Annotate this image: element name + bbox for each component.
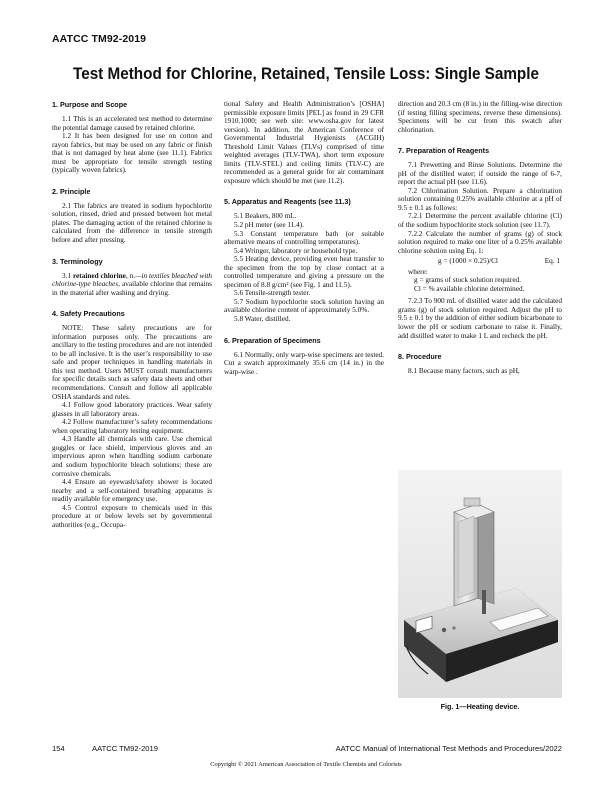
- paragraph-7-1: 7.1 Prewetting and Rinse Solutions. Determine the pH of the distilled water; if outside the range of 6-7, report the actual pH (see 11.6).: [398, 161, 562, 187]
- paragraph-8-1: 8.1 Because many factors, such as pH,: [408, 367, 520, 376]
- column-right: [398, 100, 562, 376]
- section-heading-reagents: 7. Preparation of Reagents: [398, 146, 490, 156]
- term-number: 3.1: [62, 271, 73, 280]
- section-heading-safety: 4. Safety Precautions: [52, 309, 125, 319]
- paragraph-5-6: 5.6 Tensile-strength tester.: [234, 289, 311, 298]
- paragraph-5-4: 5.4 Wringer, laboratory or household type.: [234, 246, 358, 255]
- footer-manual-title: AATCC Manual of International Test Methods and Procedures/2022: [335, 744, 562, 753]
- control-knob-icon: [442, 628, 446, 632]
- paragraph-3-1: [52, 272, 212, 298]
- indicator-lamp-icon: [452, 626, 455, 629]
- paragraph-5-5: 5.5 Heating device, providing even heat transfer to the specimen from the top by close contact at a controlled temperature and giving a pressure on the specimen of 8.8 g/cm² (see Fig. 1 and 11.5).: [224, 255, 384, 289]
- paragraph-1-1: 1.1 This is an accelerated test method to determine the potential damage caused by retained chlorine.: [52, 115, 212, 132]
- definition-g: g = grams of stock solution required.: [414, 276, 521, 285]
- paragraph-5-8: 5.8 Water, distilled.: [234, 315, 291, 324]
- section-heading-terminology: 3. Terminology: [52, 256, 103, 266]
- paragraph-4-3: 4.3 Handle all chemicals with care. Use chemical goggles or face shield, impervious gloves and an impervious apron when handling sodium carbonate and sodium hypochlorite bleach solutions; these are corrosive chemicals.: [52, 435, 212, 478]
- column-window: [458, 516, 474, 598]
- section-heading-purpose: 1. Purpose and Scope: [52, 100, 128, 109]
- standard-tag: AATCC TM92-2019: [52, 33, 147, 45]
- paragraph-5-2: 5.2 pH meter (see 11.4).: [234, 221, 304, 230]
- pressure-rod: [482, 590, 486, 614]
- definition-cl: Cl = % available chlorine determined.: [414, 284, 525, 293]
- section-heading-principle: 2. Principle: [52, 186, 91, 196]
- heating-device-figure: [398, 470, 562, 698]
- paragraph-6-1-continued: direction and 20.3 cm (8 in.) in the filling-wise direction (if testing filling specimens, reverse these dimensions). Specimens will be cut from this swatch after chlorination.: [398, 100, 562, 134]
- page-title: Test Method for Chlorine, Retained, Tensile Loss: Single Sample: [73, 64, 539, 83]
- section-heading-specimens: 6. Preparation of Specimens: [224, 335, 321, 345]
- paragraph-2-1: 2.1 The fabrics are treated in sodium hypochlorite solution, rinsed, dried and pressed between hot metal plates. The damaging action of the retained chlorine is calculated from the difference in tensile strength before and after pressing.: [52, 201, 212, 245]
- figure-caption: Fig. 1—Heating device.: [440, 702, 520, 711]
- term-name: retained chlorine: [72, 271, 126, 280]
- paragraph-7-2: 7.2 Chlorination Solution. Prepare a chlorination solution containing 0.25% available chlorine at a pH of 9.5 ± 0.1 as follows:: [398, 186, 562, 212]
- section-heading-apparatus: 5. Apparatus and Reagents (see 11.3): [224, 197, 351, 207]
- top-lid: [464, 498, 480, 506]
- safety-note: NOTE: These safety precautions are for information purposes only. The precautions are ancillary to the testing procedures and are not intended to be all inclusive. It is the user’s responsibility to use safe and proper techniques in handling materials in this test method. Users MUST consult manufacturers for specific details such as safety data sheets and other recommendations. Consult and follow all applicable OSHA standards and rules.: [52, 324, 212, 401]
- paragraph-4-5-continued: tional Safety and Health Administration’s [OSHA] permissible exposure limits [PEL] as found in 29 CFR 1910.1000; see web site: www.osha.gov for latest version). In addition, the American Conference of Governmental Industrial Hygienists (ACGIH) Threshold Limit Values (TLVs) comprised of time weighted averages (TLV-TWA), short term exposure limits (TLV-STEL) and ceiling limits (TLV-C) are recommended as a general guide for air contaminant exposure which should be met (see 11.2).: [224, 100, 384, 185]
- column-middle: [224, 100, 384, 376]
- paragraph-6-1: 6.1 Normally, only warp-wise specimens are tested. Cut a swatch approximately 35.6 cm (14 in.) in the warp-wise .: [224, 350, 384, 376]
- copyright-notice: Copyright © 2021 American Association of Textile Chemists and Colorists: [210, 761, 402, 768]
- term-definition: , available chlorine that remains in the material after washing and drying.: [52, 280, 212, 297]
- paragraph-5-7: 5.7 Sodium hypochlorite stock solution having an available chlorine content of approximately 5.0%.: [224, 297, 384, 315]
- footer-method-code: AATCC TM92-2019: [92, 744, 158, 753]
- column-left: [52, 100, 212, 529]
- paragraph-7-2-2: 7.2.2 Calculate the number of grams (g) of stock solution required to make one liter of a 0.25% available chlorine solution using Eq. 1:: [398, 229, 562, 255]
- paragraph-4-4: 4.4 Ensure an eyewash/safety shower is located nearby and a self-contained breathing apparatus is readily available for emergency use.: [52, 478, 212, 504]
- paragraph-4-1: 4.1 Follow good laboratory practices. Wear safety glasses in all laboratory areas.: [52, 401, 212, 418]
- paragraph-4-2: 4.2 Follow manufacturer’s safety recommendations when operating laboratory testing equipment.: [52, 418, 212, 435]
- paragraph-7-2-1: 7.2.1 Determine the percent available chlorine (Cl) of the sodium hypochlorite stock solution (see 11.7).: [398, 212, 562, 230]
- paragraph-1-2: 1.2 It has been designed for use on cotton and rayon fabrics, but may be used on any fabric or finish that is not damaged by heat alone (see 11.1). Fabrics must be appropriate for tensile strength testing (typically woven fabrics).: [52, 132, 212, 175]
- equation-1: [398, 257, 562, 266]
- term-pos: , n.: [125, 271, 136, 280]
- paragraph-7-2-3: 7.2.3 To 900 mL of distilled water add the calculated grams (g) of stock solution required. Adjust the pH to 9.5 ± 0.1 by the addition of either sodium bicarbonate to lower the pH or sodium carbonate to raise it. Finally, add distilled water to make 1 L and recheck the pH.: [398, 297, 562, 340]
- paragraph-5-3: 5.3 Constant temperature bath (or suitable alternative means of controlling temperatures).: [224, 229, 384, 247]
- where-label: where:: [408, 267, 428, 276]
- equation-text: g = (1000 × 0.25)/Cl: [438, 257, 498, 266]
- equation-label: Eq. 1: [544, 257, 560, 266]
- section-heading-procedure: 8. Procedure: [398, 352, 442, 362]
- term-context: —in textiles bleached with chlorine-type bleaches: [52, 271, 213, 289]
- page-number: 154: [52, 744, 65, 753]
- paragraph-4-5: 4.5 Control exposure to chemicals used in this procedure at or below levels set by governmental authorities (e.g., Occupa-: [52, 503, 212, 529]
- paragraph-5-1: 5.1 Beakers, 800 mL.: [234, 212, 297, 221]
- column-housing-side: [478, 504, 494, 604]
